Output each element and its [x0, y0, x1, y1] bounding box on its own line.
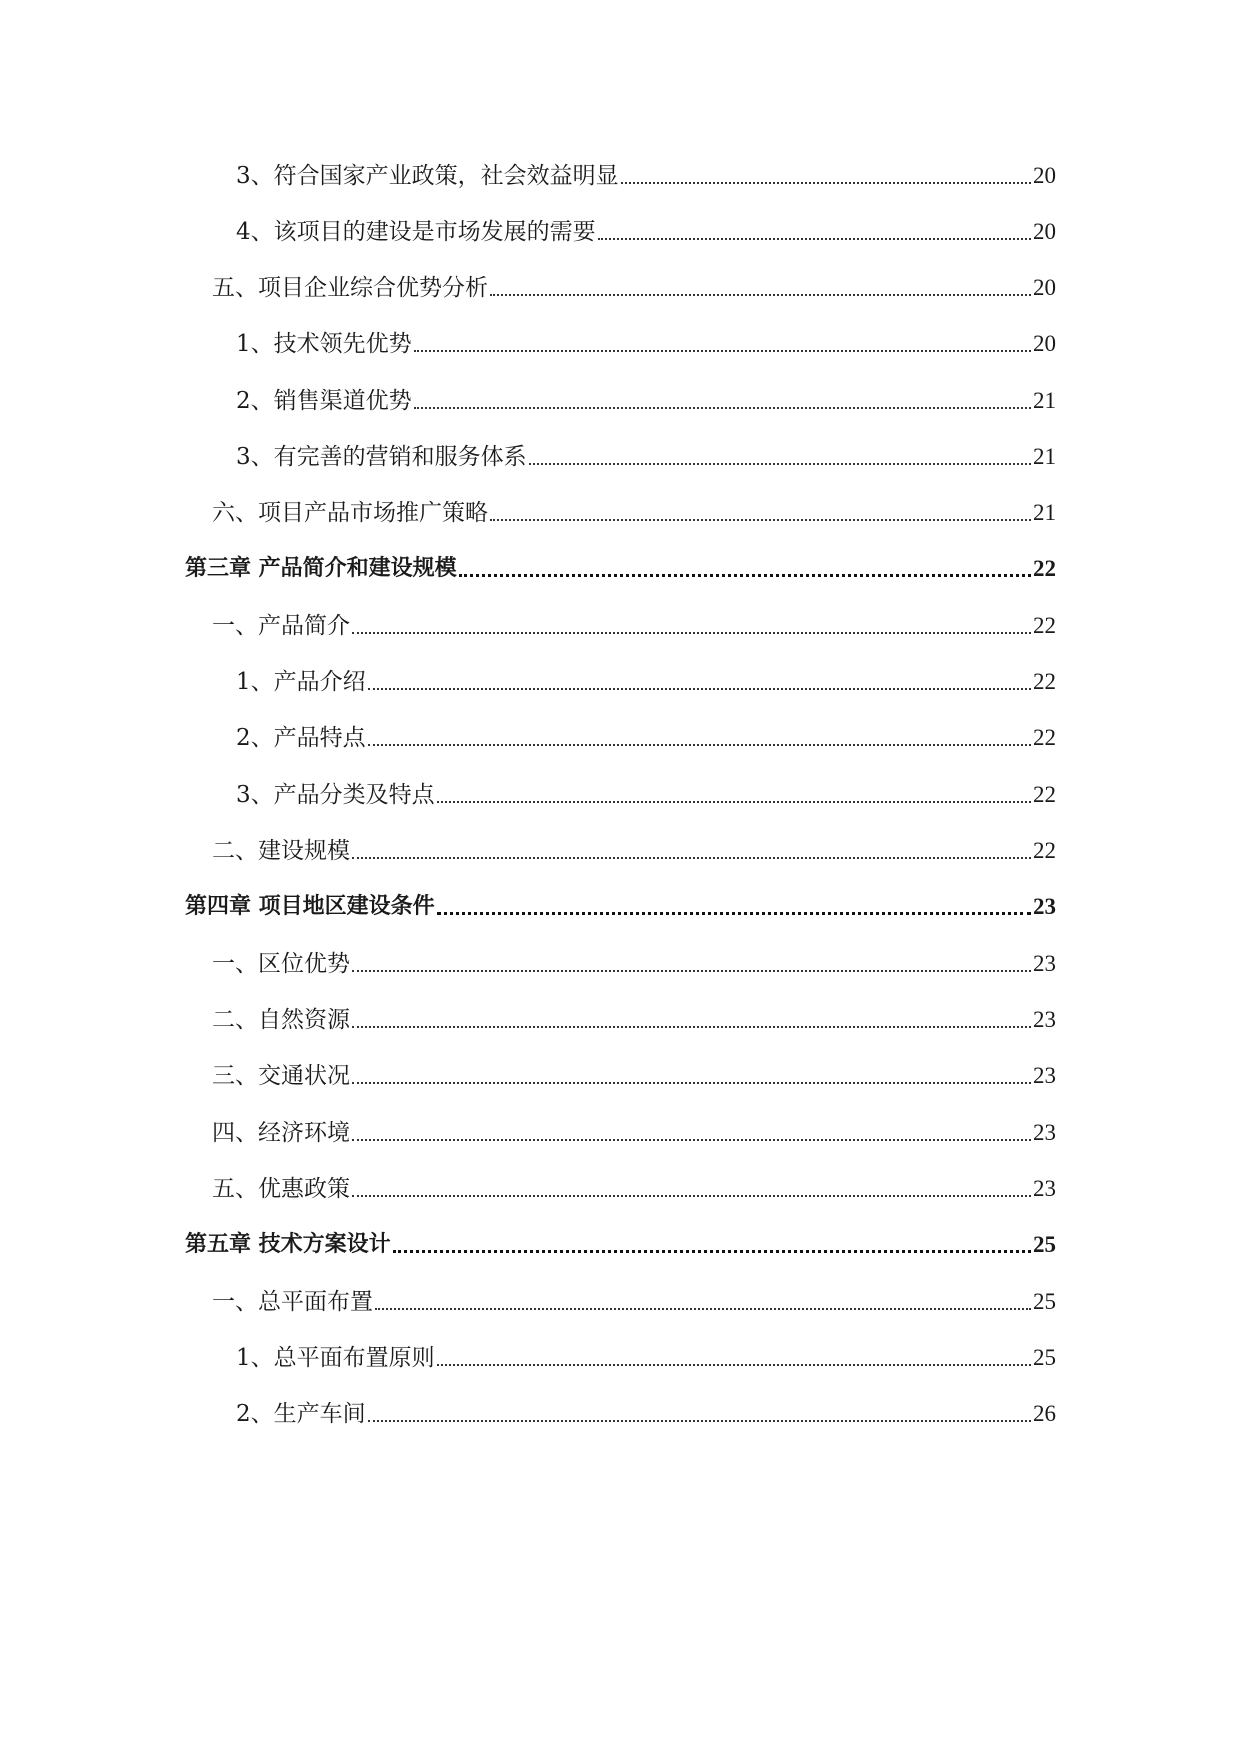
toc-entry-page: 26 — [1033, 1401, 1056, 1426]
toc-entry-page: 21 — [1033, 388, 1056, 413]
toc-entry-page: 22 — [1033, 782, 1056, 807]
toc-entry-page: 20 — [1033, 275, 1056, 300]
toc-entry-page: 20 — [1033, 163, 1056, 188]
dot-leader — [414, 407, 1031, 409]
toc-entry-page: 23 — [1033, 1176, 1056, 1201]
toc-entry[interactable] — [212, 994, 1056, 1034]
toc-entry[interactable] — [236, 318, 1056, 358]
toc-entry-label: 2、产品特点 — [236, 725, 366, 751]
toc-entry-page: 20 — [1033, 219, 1056, 244]
dot-leader — [368, 1420, 1031, 1422]
toc-entry-label: 1、产品介绍 — [236, 669, 366, 695]
dot-leader — [352, 857, 1031, 859]
toc-entry[interactable] — [236, 206, 1056, 246]
toc-entry[interactable] — [236, 769, 1056, 809]
toc-entry[interactable] — [212, 825, 1056, 865]
toc-entry-page: 25 — [1033, 1232, 1056, 1257]
toc-entry-label: 三、交通状况 — [212, 1063, 350, 1089]
dot-leader — [414, 350, 1031, 352]
dot-leader — [529, 463, 1031, 465]
toc-entry-label: 二、自然资源 — [212, 1007, 350, 1033]
toc-entry[interactable] — [212, 487, 1056, 527]
toc-entry-label: 第五章 技术方案设计 — [185, 1232, 391, 1257]
toc-entry-page: 22 — [1033, 725, 1056, 750]
toc-entry[interactable] — [236, 1388, 1056, 1428]
toc-entry-label: 二、建设规模 — [212, 838, 350, 864]
dot-leader — [621, 182, 1031, 184]
dot-leader — [368, 744, 1031, 746]
toc-entry[interactable] — [236, 1332, 1056, 1372]
toc-entry-page: 22 — [1033, 613, 1056, 638]
dot-leader — [352, 1026, 1031, 1028]
toc-chapter-entry[interactable] — [185, 881, 1056, 921]
dot-leader — [437, 801, 1031, 803]
toc-entry-page: 23 — [1033, 951, 1056, 976]
toc-entry[interactable] — [236, 656, 1056, 696]
toc-entry-label: 第四章 项目地区建设条件 — [185, 894, 435, 919]
toc-entry[interactable] — [212, 1050, 1056, 1090]
toc-entry[interactable] — [236, 712, 1056, 752]
dot-leader — [490, 519, 1031, 521]
toc-entry-page: 22 — [1033, 669, 1056, 694]
toc-entry-page: 23 — [1033, 1007, 1056, 1032]
dot-leader — [352, 970, 1031, 972]
toc-entry-label: 六、项目产品市场推广策略 — [212, 500, 488, 526]
dot-leader — [598, 238, 1031, 240]
toc-entry-label: 2、销售渠道优势 — [236, 388, 412, 414]
toc-entry-label: 3、产品分类及特点 — [236, 782, 435, 808]
toc-entry-label: 2、生产车间 — [236, 1401, 366, 1427]
toc-entry-label: 一、区位优势 — [212, 951, 350, 977]
toc-entry-label: 3、符合国家产业政策，社会效益明显 — [236, 163, 619, 189]
toc-entry-label: 四、经济环境 — [212, 1120, 350, 1146]
toc-entry-label: 1、总平面布置原则 — [236, 1345, 435, 1371]
dot-leader — [459, 574, 1031, 577]
toc-entry-page: 25 — [1033, 1289, 1056, 1314]
toc-chapter-entry[interactable] — [185, 1219, 1056, 1259]
toc-entry[interactable] — [212, 262, 1056, 302]
toc-entry-page: 22 — [1033, 838, 1056, 863]
toc-entry[interactable] — [236, 150, 1056, 190]
dot-leader — [490, 294, 1031, 296]
toc-entry[interactable] — [236, 431, 1056, 471]
toc-entry-label: 一、总平面布置 — [212, 1289, 373, 1315]
toc-entry-label: 五、优惠政策 — [212, 1176, 350, 1202]
toc-entry-page: 21 — [1033, 500, 1056, 525]
dot-leader — [368, 688, 1031, 690]
toc-entry-label: 1、技术领先优势 — [236, 331, 412, 357]
toc-entry[interactable] — [212, 600, 1056, 640]
dot-leader — [437, 1364, 1031, 1366]
toc-entry-page: 23 — [1033, 894, 1056, 919]
toc-entry-label: 五、项目企业综合优势分析 — [212, 275, 488, 301]
toc-entry[interactable] — [212, 1107, 1056, 1147]
toc-entry[interactable] — [236, 375, 1056, 415]
dot-leader — [352, 1082, 1031, 1084]
dot-leader — [393, 1250, 1031, 1253]
toc-entry-label: 4、该项目的建设是市场发展的需要 — [236, 219, 596, 245]
toc-entry-page: 22 — [1033, 556, 1056, 581]
dot-leader — [437, 912, 1031, 915]
toc-entry-page: 25 — [1033, 1345, 1056, 1370]
toc-entry-label: 一、产品简介 — [212, 613, 350, 639]
dot-leader — [352, 1139, 1031, 1141]
toc-entry[interactable] — [212, 1276, 1056, 1316]
dot-leader — [375, 1308, 1031, 1310]
toc-entry-page: 21 — [1033, 444, 1056, 469]
toc-entry[interactable] — [212, 938, 1056, 978]
dot-leader — [352, 632, 1031, 634]
toc-chapter-entry[interactable] — [185, 543, 1056, 583]
toc-entry-label: 第三章 产品简介和建设规模 — [185, 556, 457, 581]
toc-entry-page: 20 — [1033, 331, 1056, 356]
toc-entry[interactable] — [212, 1163, 1056, 1203]
dot-leader — [352, 1195, 1031, 1197]
toc-entry-page: 23 — [1033, 1120, 1056, 1145]
toc-entry-page: 23 — [1033, 1063, 1056, 1088]
toc-entry-label: 3、有完善的营销和服务体系 — [236, 444, 527, 470]
